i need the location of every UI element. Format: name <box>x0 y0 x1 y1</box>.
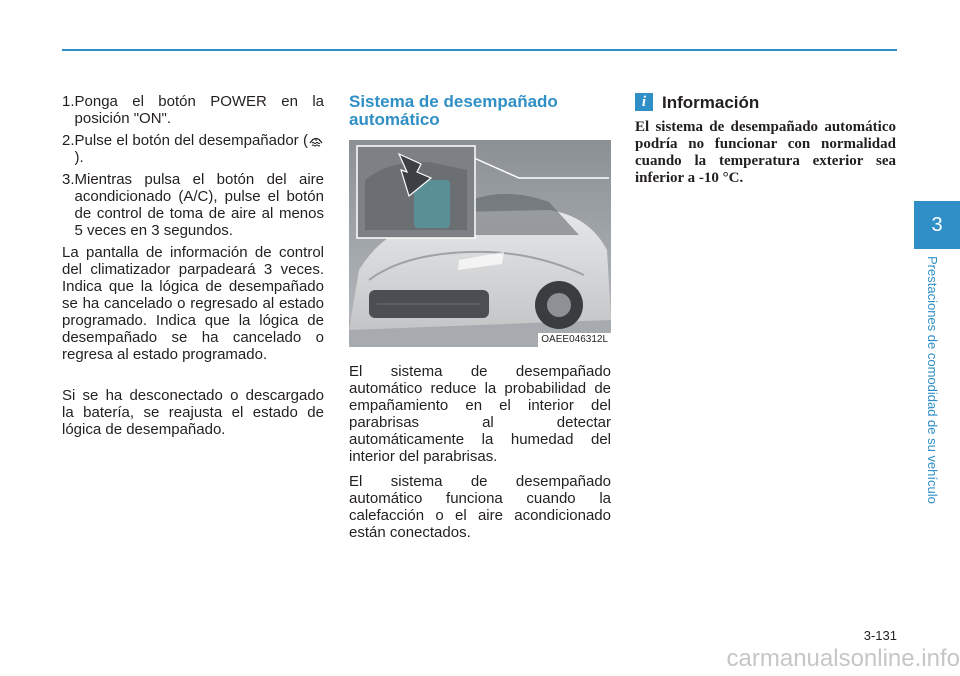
step-1 <box>62 93 324 127</box>
car-photo <box>349 140 611 347</box>
step-text-after: ). <box>74 149 84 166</box>
info-header <box>635 93 896 111</box>
header-rule <box>62 49 897 51</box>
step-text: Mientras pulsa el botón del aire acondicionado (A/C), pulse el botón de control de toma de aire al menos 5 veces en 3 segundos. <box>74 171 324 239</box>
instructions-column <box>62 93 324 438</box>
info-body: El sistema de desempañado automático podría no funcionar con normalidad cuando la temperatura exterior sea inferior a -10 °C. <box>635 119 896 186</box>
step-number: 1. <box>62 93 75 110</box>
info-title: Información <box>662 92 760 112</box>
image-code: OAEE046312L <box>538 333 611 347</box>
car-illustration <box>349 140 611 347</box>
step-number: 3. <box>62 171 75 188</box>
paragraph: Si se ha desconectado o descargado la batería, se reajusta el estado de lógica de desempañado. <box>62 387 324 438</box>
page-number: 3-131 <box>863 628 897 643</box>
paragraph: El sistema de desempañado automático funciona cuando la calefacción o el aire acondicionado están conectados. <box>349 473 611 541</box>
chapter-title: Prestaciones de comodidad de su vehículo <box>925 256 940 504</box>
auto-defog-column <box>349 93 611 541</box>
defroster-icon <box>308 133 324 147</box>
info-column <box>635 93 896 187</box>
info-icon: i <box>635 93 653 111</box>
paragraph: El sistema de desempañado automático reduce la probabilidad de empañamiento en el interior del parabrisas al detectar automáticamente la humedad del interior del parabrisas. <box>349 363 611 465</box>
watermark: carmanualsonline.info <box>726 645 960 672</box>
step-text: Ponga el botón POWER en la posición "ON". <box>74 93 324 127</box>
step-text-before: Pulse el botón del desempañador ( <box>74 132 308 149</box>
step-number: 2. <box>62 132 75 149</box>
step-3 <box>62 171 324 239</box>
step-2 <box>62 132 324 166</box>
paragraph: La pantalla de información de control del climatizador parpadeará 3 veces. Indica que la lógica de desempañado se ha cancelado o regresado al estado programado. Indica que la lógica de desempañado se ha cancelado o regresa al estado programado. <box>62 244 324 363</box>
chapter-tab: 3 <box>914 201 960 249</box>
step-text <box>75 132 324 166</box>
section-heading: Sistema de desempañado automático <box>349 92 558 129</box>
